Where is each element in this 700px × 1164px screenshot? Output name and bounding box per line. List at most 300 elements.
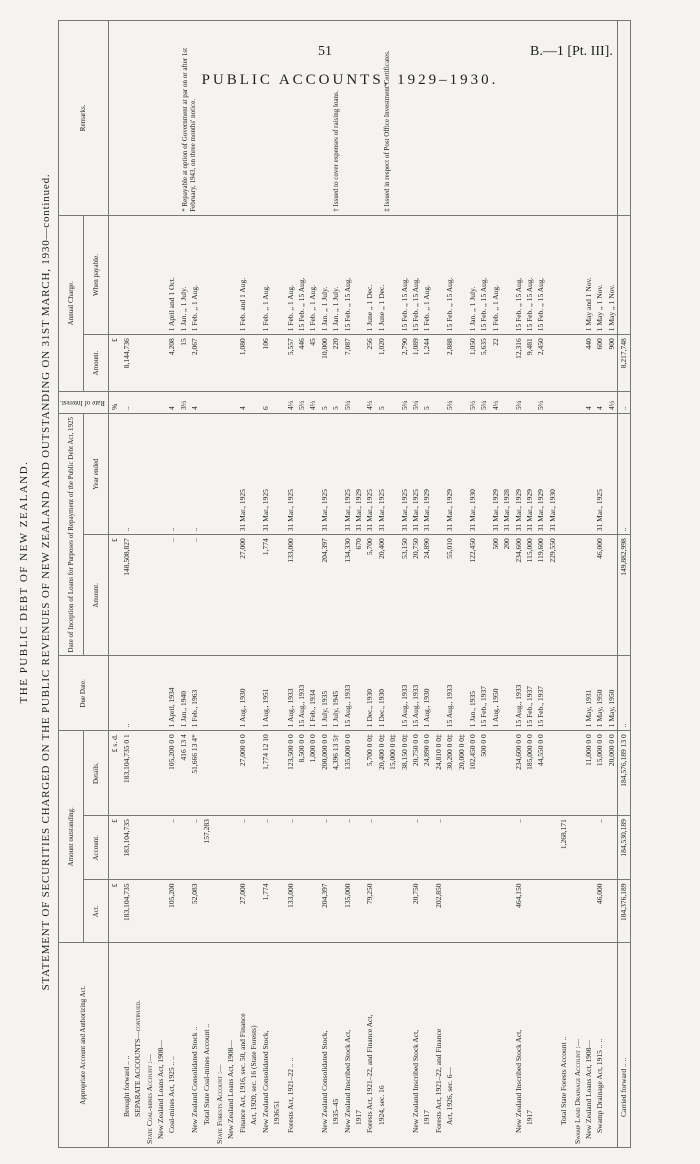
cell-due: 15 Feb., 1937 bbox=[478, 656, 489, 731]
cell-act bbox=[353, 880, 364, 943]
cell-act bbox=[214, 880, 225, 943]
cell-remarks bbox=[547, 21, 558, 216]
cell-acamt: 1,089 bbox=[410, 335, 421, 391]
cell-incamt: 1,774 bbox=[260, 535, 271, 656]
cell-act bbox=[144, 880, 155, 943]
cell-year bbox=[456, 414, 467, 535]
header-details: Details. bbox=[84, 731, 109, 816]
cell-rate: 5 bbox=[421, 391, 432, 413]
cell-incamt bbox=[558, 535, 569, 656]
cell-year: 31 Mar., 1929 bbox=[524, 414, 535, 535]
cell-acamt: 1,020 bbox=[376, 335, 387, 391]
cell-account bbox=[583, 816, 594, 880]
cell-year: .. bbox=[166, 414, 177, 535]
cell-when: 15 Feb. ,, 15 Aug. bbox=[296, 215, 307, 334]
cell-acamt: 2,888 bbox=[444, 335, 455, 391]
header-when-payable: When payable. bbox=[84, 215, 109, 334]
header-act-column: Appropriate Account and Authorizing Act. bbox=[59, 943, 109, 1148]
cell-due: 1 Feb., 1963 bbox=[189, 656, 200, 731]
table-row bbox=[155, 21, 166, 1148]
cell-label: Coal-mines Act, 1925 .. .. bbox=[166, 943, 177, 1148]
header-account: Account. bbox=[84, 816, 109, 880]
cell-details: 1,774 12 10 bbox=[260, 731, 271, 816]
table-row bbox=[433, 21, 444, 1148]
cell-account bbox=[524, 816, 535, 880]
header-year-ended: Year ended bbox=[84, 414, 109, 535]
cell-account bbox=[456, 816, 467, 880]
cell-acamt: 440 bbox=[583, 335, 594, 391]
cell-year: 31 Mar., 1925 bbox=[237, 414, 248, 535]
cell-details bbox=[490, 731, 501, 816]
cell-account bbox=[214, 816, 225, 880]
cell-acamt bbox=[144, 335, 155, 391]
cell-act bbox=[572, 880, 583, 943]
cell-acamt: 12,316 bbox=[513, 335, 524, 391]
cell-acamt: 446 bbox=[296, 335, 307, 391]
cell-label: Swamp Drainage Act, 1915 .. .. bbox=[594, 943, 605, 1148]
cell-incamt bbox=[201, 535, 212, 656]
cell-remarks bbox=[618, 21, 630, 216]
header-remarks: Remarks. bbox=[59, 21, 109, 216]
table-row bbox=[248, 21, 259, 1148]
cell-details bbox=[572, 731, 583, 816]
cell-account: .. bbox=[513, 816, 524, 880]
cell-account: .. bbox=[285, 816, 296, 880]
cell-acamt bbox=[214, 335, 225, 391]
cell-acamt: 5,557 bbox=[285, 335, 296, 391]
cell-act bbox=[478, 880, 489, 943]
cell-account bbox=[421, 816, 432, 880]
cell-incamt: 134,330 bbox=[342, 535, 353, 656]
cell-rate bbox=[214, 391, 225, 413]
cell-act bbox=[467, 880, 478, 943]
cell-label bbox=[109, 943, 121, 1148]
cell-account bbox=[490, 816, 501, 880]
cell-year: 31 Mar., 1925 bbox=[410, 414, 421, 535]
cell-details bbox=[558, 731, 569, 816]
cell-details: 123,500 0 0 bbox=[285, 731, 296, 816]
cell-account bbox=[376, 816, 387, 880]
cell-details bbox=[144, 731, 155, 816]
cell-act: 204,397 bbox=[319, 880, 330, 943]
cell-year bbox=[572, 414, 583, 535]
cell-when bbox=[572, 215, 583, 334]
cell-rate bbox=[501, 391, 512, 413]
cell-year bbox=[178, 414, 189, 535]
header-act: Act. bbox=[84, 880, 109, 943]
cell-details: 184,576,189 13 0 bbox=[618, 731, 630, 816]
cell-acamt: 2,067 bbox=[189, 335, 200, 391]
cell-remarks bbox=[155, 21, 166, 216]
cell-incamt: 55,010 bbox=[444, 535, 455, 656]
cell-details: 185,000 0 0 bbox=[524, 731, 535, 816]
cell-label bbox=[490, 943, 501, 1148]
cell-label: New Zealand Inscribed Stock Act, bbox=[410, 943, 421, 1148]
cell-due bbox=[271, 656, 282, 731]
cell-acamt: 9,481 bbox=[524, 335, 535, 391]
cell-act: 105,200 bbox=[166, 880, 177, 943]
cell-year bbox=[201, 414, 212, 535]
cell-due bbox=[547, 656, 558, 731]
cell-due bbox=[558, 656, 569, 731]
cell-due: 1 Aug., 1930 bbox=[237, 656, 248, 731]
cell-remarks bbox=[144, 21, 155, 216]
cell-rate bbox=[558, 391, 569, 413]
cell-when bbox=[214, 215, 225, 334]
cell-remarks bbox=[410, 21, 421, 216]
table-row bbox=[594, 21, 605, 1148]
cell-act bbox=[296, 880, 307, 943]
cell-year bbox=[144, 414, 155, 535]
cell-details: 20,000 0 0 bbox=[606, 731, 618, 816]
cell-acamt: 4,208 bbox=[166, 335, 177, 391]
cell-acamt: 2,450 bbox=[535, 335, 546, 391]
cell-details: 20,000 0 0‡ bbox=[456, 731, 467, 816]
cell-details: 11,000 0 0 bbox=[583, 731, 594, 816]
cell-year: .. bbox=[189, 414, 200, 535]
cell-account bbox=[178, 816, 189, 880]
table-row bbox=[271, 21, 282, 1148]
cell-when bbox=[248, 215, 259, 334]
table-row bbox=[558, 21, 569, 1148]
cell-label: Forests Act, 1921–22, and Finance Act, bbox=[364, 943, 375, 1148]
table-row bbox=[319, 21, 330, 1148]
cell-incamt bbox=[271, 535, 282, 656]
table-row bbox=[296, 21, 307, 1148]
cell-when: 1 May and 1 Nov. bbox=[583, 215, 594, 334]
cell-year: 31 Mar., 1925 bbox=[399, 414, 410, 535]
table-row bbox=[285, 21, 296, 1148]
cell-remarks bbox=[513, 21, 524, 216]
table-row bbox=[547, 21, 558, 1148]
cell-details bbox=[501, 731, 512, 816]
cell-acamt bbox=[501, 335, 512, 391]
cell-act: 52,083 bbox=[189, 880, 200, 943]
cell-label: Act, 1926, sec. 6— bbox=[444, 943, 455, 1148]
cell-acamt: 22 bbox=[490, 335, 501, 391]
table-row bbox=[535, 21, 546, 1148]
cell-due bbox=[144, 656, 155, 731]
cell-label bbox=[535, 943, 546, 1148]
cell-due: .. bbox=[618, 656, 630, 731]
cell-when: 15 Feb. ,, 15 Aug. bbox=[478, 215, 489, 334]
cell-due: 1 Dec., 1930 bbox=[376, 656, 387, 731]
cell-act bbox=[330, 880, 341, 943]
cell-rate bbox=[201, 391, 212, 413]
cell-label: New Zealand Loans Act, 1908— bbox=[155, 943, 166, 1148]
cell-account: .. bbox=[260, 816, 271, 880]
cell-details: 200,000 0 0 bbox=[319, 731, 330, 816]
cell-details bbox=[248, 731, 259, 816]
cell-when bbox=[155, 215, 166, 334]
header-amount-outstanding: Amount outstanding. bbox=[59, 731, 84, 943]
cell-incamt: 53,150 bbox=[399, 535, 410, 656]
cell-when bbox=[433, 215, 444, 334]
cell-rate: 5¼ bbox=[513, 391, 524, 413]
cell-label: 1936/51 bbox=[271, 943, 282, 1148]
cell-remarks bbox=[225, 21, 236, 216]
cell-remarks bbox=[501, 21, 512, 216]
cell-due bbox=[214, 656, 225, 731]
cell-acamt bbox=[132, 335, 143, 391]
cell-act bbox=[421, 880, 432, 943]
cell-incamt bbox=[296, 535, 307, 656]
cell-when bbox=[201, 215, 212, 334]
cell-rate: 4 bbox=[594, 391, 605, 413]
cell-account bbox=[225, 816, 236, 880]
cell-account bbox=[501, 816, 512, 880]
page-number: 51 bbox=[318, 44, 332, 59]
cell-act: 135,000 bbox=[342, 880, 353, 943]
cell-incamt: 500 bbox=[490, 535, 501, 656]
cell-incamt: 234,600 bbox=[513, 535, 524, 656]
table-row bbox=[606, 21, 618, 1148]
cell-incamt: 133,000 bbox=[285, 535, 296, 656]
cell-incamt bbox=[178, 535, 189, 656]
cell-due: 1 July, 1945 bbox=[330, 656, 341, 731]
cell-account bbox=[132, 816, 143, 880]
cell-remarks bbox=[237, 21, 248, 216]
cell-due bbox=[132, 656, 143, 731]
cell-rate: 4½ bbox=[490, 391, 501, 413]
cell-act bbox=[387, 880, 398, 943]
cell-act: 202,850 bbox=[433, 880, 444, 943]
cell-act bbox=[456, 880, 467, 943]
cell-incamt: .. bbox=[189, 535, 200, 656]
cell-year: 31 Mar., 1925 bbox=[594, 414, 605, 535]
cell-rate bbox=[155, 391, 166, 413]
cell-details: 15,000 0 0‡ bbox=[387, 731, 398, 816]
cell-act: 20,750 bbox=[410, 880, 421, 943]
cell-rate: 4½ bbox=[307, 391, 318, 413]
cell-acamt bbox=[547, 335, 558, 391]
cell-act bbox=[583, 880, 594, 943]
cell-due bbox=[225, 656, 236, 731]
cell-act bbox=[376, 880, 387, 943]
cell-acamt: 1,244 bbox=[421, 335, 432, 391]
cell-due bbox=[456, 656, 467, 731]
table-row bbox=[456, 21, 467, 1148]
cell-remarks bbox=[444, 21, 455, 216]
cell-act bbox=[201, 880, 212, 943]
table-row bbox=[260, 21, 271, 1148]
cell-account: 1,268,171 bbox=[558, 816, 569, 880]
cell-label: New Zealand Consolidated Stock .. bbox=[189, 943, 200, 1148]
table-title: THE PUBLIC DEBT OF NEW ZEALAND. bbox=[18, 460, 30, 704]
cell-incamt bbox=[572, 535, 583, 656]
cell-year bbox=[330, 414, 341, 535]
cell-acamt: 256 bbox=[364, 335, 375, 391]
cell-rate: 5¼ bbox=[410, 391, 421, 413]
cell-when: 1 Feb. ,, 1 Aug. bbox=[421, 215, 432, 334]
cell-act: 183,104,735 bbox=[121, 880, 132, 943]
cell-act: 464,150 bbox=[513, 880, 524, 943]
cell-rate: 5¼ bbox=[342, 391, 353, 413]
cell-details: 416 13 4 bbox=[178, 731, 189, 816]
cell-when bbox=[501, 215, 512, 334]
cell-due bbox=[572, 656, 583, 731]
cell-due: 1 April, 1934 bbox=[166, 656, 177, 731]
cell-account bbox=[353, 816, 364, 880]
cell-details: 102,450 0 0 bbox=[467, 731, 478, 816]
cell-due bbox=[201, 656, 212, 731]
cell-remarks bbox=[467, 21, 478, 216]
cell-details: 51,666 13 4* bbox=[189, 731, 200, 816]
cell-year: .. bbox=[121, 414, 132, 535]
cell-details: 183,104,735 0 1 bbox=[121, 731, 132, 816]
cell-details bbox=[132, 731, 143, 816]
cell-rate: 4½ bbox=[364, 391, 375, 413]
cell-account bbox=[271, 816, 282, 880]
cell-due: 1 Feb., 1934 bbox=[307, 656, 318, 731]
securities-table bbox=[58, 20, 631, 1148]
cell-account bbox=[387, 816, 398, 880]
cell-rate: 4½ bbox=[285, 391, 296, 413]
cell-account: 184,530,189 bbox=[618, 816, 630, 880]
cell-act bbox=[535, 880, 546, 943]
cell-rate bbox=[353, 391, 364, 413]
cell-account: 183,104,735 bbox=[121, 816, 132, 880]
cell-acamt bbox=[456, 335, 467, 391]
cell-when bbox=[547, 215, 558, 334]
cell-remarks bbox=[296, 21, 307, 216]
cell-when: 15 Feb. ,, 15 Aug. bbox=[513, 215, 524, 334]
cell-details: 15,000 0 0 bbox=[594, 731, 605, 816]
cell-account bbox=[330, 816, 341, 880]
cell-rate: 5¼ bbox=[399, 391, 410, 413]
cell-acamt: 900 bbox=[606, 335, 618, 391]
cell-label: Swamp Land Drainage Account :— bbox=[572, 943, 583, 1148]
cell-incamt: 200 bbox=[501, 535, 512, 656]
cell-incamt bbox=[155, 535, 166, 656]
cell-label: State Coal-mines Account :— bbox=[144, 943, 155, 1148]
cell-when bbox=[225, 215, 236, 334]
cell-year: 31 Mar., 1928 bbox=[501, 414, 512, 535]
cell-label: Finance Act, 1916, sec. 50, and Finance bbox=[237, 943, 248, 1148]
cell-due bbox=[109, 656, 121, 731]
cell-year: 31 Mar., 1929 bbox=[444, 414, 455, 535]
cell-remarks bbox=[478, 21, 489, 216]
cell-due bbox=[501, 656, 512, 731]
cell-label bbox=[307, 943, 318, 1148]
cell-when: 1 June ,, 1 Dec. bbox=[376, 215, 387, 334]
cell-label: 1917 bbox=[353, 943, 364, 1148]
cell-remarks bbox=[260, 21, 271, 216]
cell-when: 1 Feb. ,, 1 Aug. bbox=[260, 215, 271, 334]
cell-remarks bbox=[433, 21, 444, 216]
cell-incamt: 20,400 bbox=[376, 535, 387, 656]
cell-act: 133,000 bbox=[285, 880, 296, 943]
cell-rate: .. bbox=[618, 391, 630, 413]
header-inception-amount: Amount. bbox=[84, 535, 109, 656]
cell-remarks bbox=[214, 21, 225, 216]
cell-due: 1 May, 1931 bbox=[583, 656, 594, 731]
header-due-date: Due Date. bbox=[59, 656, 109, 731]
cell-act: £ bbox=[109, 880, 121, 943]
cell-when: 1 Feb. ,, 1 Aug. bbox=[189, 215, 200, 334]
cell-year: 31 Mar., 1930 bbox=[547, 414, 558, 535]
cell-incamt: 670 bbox=[353, 535, 364, 656]
cell-account: 157,283 bbox=[201, 816, 212, 880]
cell-rate bbox=[433, 391, 444, 413]
cell-act: 184,376,189 bbox=[618, 880, 630, 943]
cell-act bbox=[132, 880, 143, 943]
cell-account bbox=[572, 816, 583, 880]
cell-due: 15 Aug., 1933 bbox=[296, 656, 307, 731]
cell-label bbox=[501, 943, 512, 1148]
cell-details: 24,810 0 0‡ bbox=[433, 731, 444, 816]
cell-label bbox=[547, 943, 558, 1148]
cell-act bbox=[155, 880, 166, 943]
cell-label bbox=[467, 943, 478, 1148]
cell-details: 24,890 0 0 bbox=[421, 731, 432, 816]
cell-details: 30,200 0 0‡ bbox=[444, 731, 455, 816]
cell-remarks bbox=[606, 21, 618, 216]
running-head: PUBLIC ACCOUNTS, 1929–1930. bbox=[201, 72, 499, 88]
table-subtitle: STATEMENT OF SECURITIES CHARGED ON THE PUBLIC REVENUES OF NEW ZEALAND AND OUTSTANDING ON 31ST MARCH, 1930—continued. bbox=[40, 173, 52, 991]
cell-details bbox=[214, 731, 225, 816]
cell-acamt bbox=[248, 335, 259, 391]
cell-due: 1 Aug., 1951 bbox=[260, 656, 271, 731]
cell-account bbox=[535, 816, 546, 880]
cell-due: 1 Aug., 1950 bbox=[490, 656, 501, 731]
cell-rate bbox=[547, 391, 558, 413]
cell-remarks bbox=[109, 21, 121, 216]
cell-account: .. bbox=[319, 816, 330, 880]
cell-details: 27,000 0 0 bbox=[237, 731, 248, 816]
table-row bbox=[490, 21, 501, 1148]
cell-account bbox=[478, 816, 489, 880]
cell-acamt: 600 bbox=[594, 335, 605, 391]
cell-acamt bbox=[201, 335, 212, 391]
cell-when bbox=[387, 215, 398, 334]
cell-details: 20,750 0 0 bbox=[410, 731, 421, 816]
cell-when: 15 Feb. ,, 15 Aug. bbox=[399, 215, 410, 334]
cell-incamt: .. bbox=[166, 535, 177, 656]
cell-when: 1 May ,, 1 Nov. bbox=[594, 215, 605, 334]
cell-when: 1 Feb. and 1 Aug. bbox=[237, 215, 248, 334]
cell-incamt bbox=[132, 535, 143, 656]
cell-account bbox=[155, 816, 166, 880]
cell-account: .. bbox=[410, 816, 421, 880]
cell-label: State Forests Account :— bbox=[214, 943, 225, 1148]
table-row bbox=[524, 21, 535, 1148]
header-annual-amount: Amount. bbox=[84, 335, 109, 391]
cell-act bbox=[606, 880, 618, 943]
cell-label bbox=[606, 943, 618, 1148]
table-row bbox=[307, 21, 318, 1148]
cell-year bbox=[225, 414, 236, 535]
cell-label bbox=[387, 943, 398, 1148]
cell-when bbox=[271, 215, 282, 334]
cell-when: 15 Feb. ,, 15 Aug. bbox=[342, 215, 353, 334]
cell-when bbox=[144, 215, 155, 334]
cell-rate bbox=[271, 391, 282, 413]
cell-acamt bbox=[558, 335, 569, 391]
cell-when: 15 Feb. ,, 15 Aug. bbox=[444, 215, 455, 334]
cell-remarks bbox=[558, 21, 569, 216]
cell-due bbox=[353, 656, 364, 731]
cell-year: 31 Mar., 1929 bbox=[490, 414, 501, 535]
cell-account bbox=[248, 816, 259, 880]
cell-incamt: 122,450 bbox=[467, 535, 478, 656]
cell-acamt: 106 bbox=[260, 335, 271, 391]
cell-remarks bbox=[524, 21, 535, 216]
cell-label: 1917 bbox=[524, 943, 535, 1148]
cell-year bbox=[132, 414, 143, 535]
cell-details: 500 0 0 bbox=[478, 731, 489, 816]
cell-incamt bbox=[248, 535, 259, 656]
